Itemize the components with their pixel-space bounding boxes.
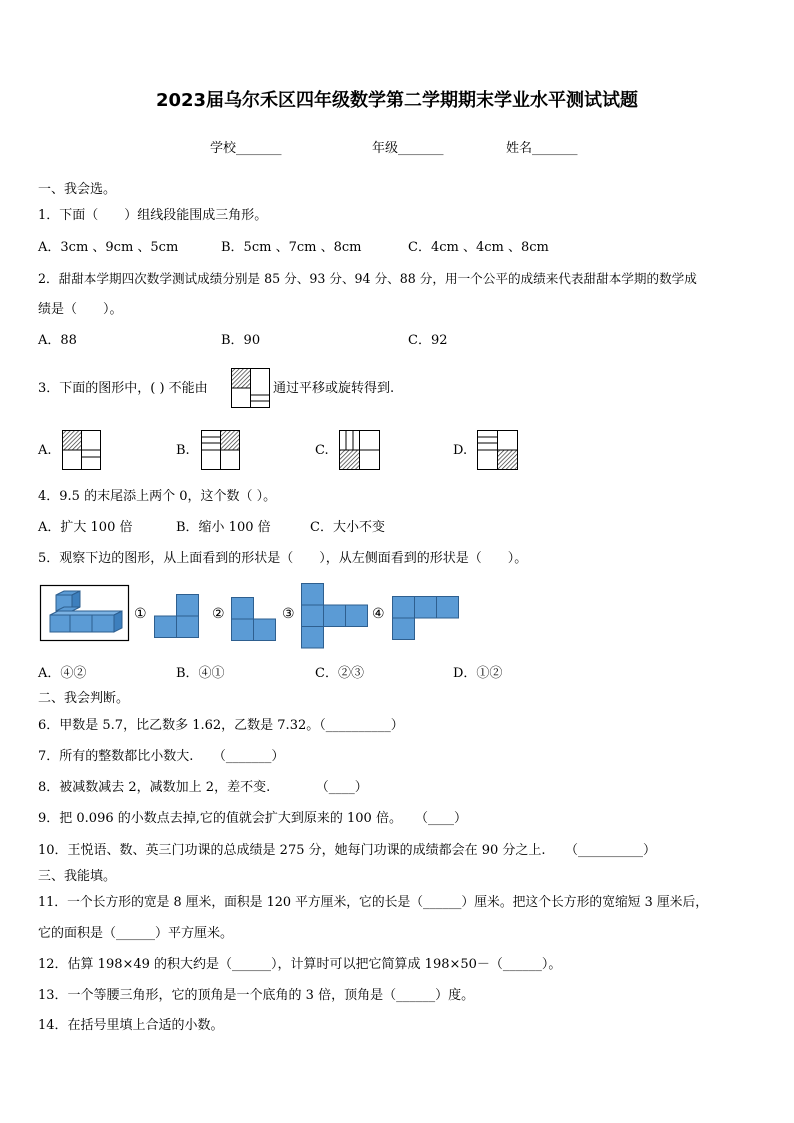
- cube-solid-figure: [40, 585, 130, 641]
- question-1-stem: 1．下面（ ）组线段能围成三角形。: [38, 208, 268, 223]
- question-3-option-a[interactable]: A.: [38, 443, 52, 458]
- view-label-2: ②: [212, 606, 225, 622]
- question-11[interactable]: 11．一个长方形的宽是 8 厘米，面积是 120 平方厘米，它的长是（______）厘米。把这个长方形的宽缩短 3 厘米后，: [38, 895, 709, 910]
- view-label-3: ③: [282, 606, 295, 622]
- question-9[interactable]: 9．把 0.096 的小数点去掉,它的值就会扩大到原来的 100 倍。 （____）: [38, 811, 467, 826]
- section-heading-fill: 三、我能填。: [38, 869, 117, 884]
- view-label-4: ④: [372, 606, 385, 622]
- question-5-option-c[interactable]: C．②③: [315, 666, 364, 681]
- page-title: 2023届乌尔禾区四年级数学第二学期期末学业水平测试试题: [155, 90, 639, 111]
- question-1-option-b[interactable]: B．5cm 、7cm 、8cm: [221, 240, 362, 255]
- question-3-option-d[interactable]: D.: [453, 443, 468, 458]
- option-c-figure: [339, 430, 381, 470]
- question-1-option-a[interactable]: A．3cm 、9cm 、5cm: [38, 240, 179, 255]
- question-10[interactable]: 10．王悦语、数、英三门功课的总成绩是 275 分，她每门功课的成绩都会在 90 分之上. （__________）: [38, 843, 657, 858]
- section-heading-choice: 一、我会选。: [38, 182, 117, 197]
- question-4-option-b[interactable]: B．缩小 100 倍: [176, 520, 271, 535]
- view-2-figure: [231, 597, 277, 641]
- question-13[interactable]: 13．一个等腰三角形，它的顶角是一个底角的 3 倍，顶角是（______）度。: [38, 988, 475, 1003]
- question-3-option-b[interactable]: B.: [176, 443, 190, 458]
- question-2-option-b[interactable]: B．90: [221, 333, 261, 348]
- question-4-option-a[interactable]: A．扩大 100 倍: [38, 520, 133, 535]
- option-d-figure: [477, 430, 519, 470]
- question-3-stem-cont: 通过平移或旋转得到.: [273, 381, 395, 396]
- option-a-figure: [62, 430, 102, 470]
- question-14: 14．在括号里填上合适的小数。: [38, 1018, 224, 1033]
- question-11-cont[interactable]: 它的面积是（______）平方厘米。: [38, 926, 234, 941]
- question-1-option-c[interactable]: C．4cm 、4cm 、8cm: [408, 240, 549, 255]
- view-label-1: ①: [134, 606, 147, 622]
- question-4-option-c[interactable]: C．大小不变: [310, 520, 385, 535]
- question-7[interactable]: 7．所有的整数都比小数大. （_______）: [38, 749, 285, 764]
- view-1-figure: [154, 594, 200, 638]
- reference-figure: [231, 368, 271, 408]
- view-3-figure: [301, 583, 369, 649]
- question-4-stem: 4．9.5 的末尾添上两个 0，这个数（ ）。: [38, 489, 277, 504]
- view-4-figure: [392, 596, 462, 642]
- question-3-stem: 3．下面的图形中，( ) 不能由: [38, 381, 208, 396]
- question-5-option-b[interactable]: B．④①: [176, 666, 225, 681]
- grade-field[interactable]: 年级_______: [372, 141, 444, 156]
- section-heading-judge: 二、我会判断。: [38, 691, 130, 706]
- question-5-option-a[interactable]: A．④②: [38, 666, 87, 681]
- question-2-stem-cont: 绩是（ ）。: [38, 302, 123, 317]
- option-b-figure: [201, 430, 241, 470]
- question-2-stem: 2．甜甜本学期四次数学测试成绩分别是 85 分、93 分、94 分、88 分，用一个公平的成绩来代表甜甜本学期的数学成: [38, 271, 697, 286]
- question-3-option-c[interactable]: C.: [315, 443, 329, 458]
- question-2-option-c[interactable]: C．92: [408, 333, 448, 348]
- school-field[interactable]: 学校_______: [210, 141, 282, 156]
- question-12[interactable]: 12．估算 198×49 的积大约是（______），计算时可以把它简算成 198×50－（______）。: [38, 957, 562, 972]
- name-field[interactable]: 姓名_______: [506, 141, 578, 156]
- question-2-option-a[interactable]: A．88: [38, 333, 77, 348]
- question-5-stem: 5．观察下边的图形，从上面看到的形状是（ ），从左侧面看到的形状是（ ）。: [38, 551, 528, 566]
- question-6[interactable]: 6．甲数是 5.7，比乙数多 1.62，乙数是 7.32。（__________）: [38, 718, 404, 733]
- question-5-option-d[interactable]: D．①②: [453, 666, 503, 681]
- question-8[interactable]: 8．被减数减去 2，减数加上 2，差不变. （____）: [38, 780, 368, 795]
